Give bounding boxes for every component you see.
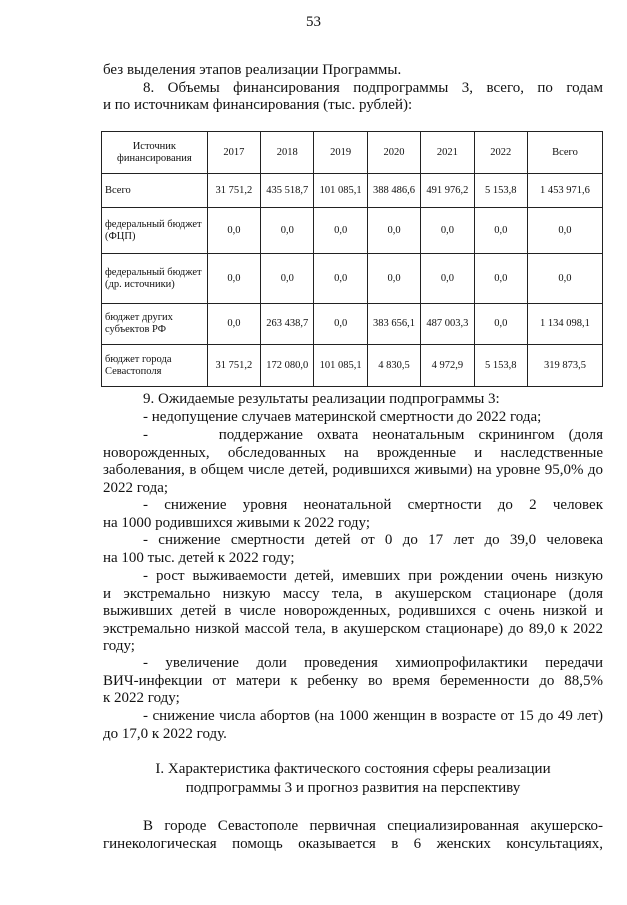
cell-value: 0,0 bbox=[207, 254, 260, 304]
cell-value: 383 656,1 bbox=[367, 304, 420, 345]
financing-table bbox=[101, 131, 603, 387]
cell-value: 319 873,5 bbox=[527, 345, 602, 387]
result-item-6: - увеличение доли проведения химиопрофилактики передачи ВИЧ-инфекции от матери к ребенку во время беременности до 88,5% к 2022 году; bbox=[103, 655, 603, 706]
header-total: Всего bbox=[527, 132, 602, 174]
row-source: федеральный бюджет (ФЦП) bbox=[102, 208, 208, 254]
cell-value: 487 003,3 bbox=[421, 304, 474, 345]
cell-value: 0,0 bbox=[474, 208, 527, 254]
cell-value: 435 518,7 bbox=[261, 174, 314, 208]
cell-value: 4 972,9 bbox=[421, 345, 474, 387]
cell-value: 172 080,0 bbox=[261, 345, 314, 387]
cell-value: 31 751,2 bbox=[207, 345, 260, 387]
result-item-4: - снижение смертности детей от 0 до 17 лет до 39,0 человека на 100 тыс. детей к 2022 году; bbox=[103, 532, 603, 566]
cell-value: 0,0 bbox=[261, 208, 314, 254]
cell-value: 0,0 bbox=[527, 208, 602, 254]
intro-line-2: 8. Объемы финансирования подпрограммы 3, всего, по годам bbox=[143, 80, 603, 96]
cell-value: 31 751,2 bbox=[207, 174, 260, 208]
result-item-5: - рост выживаемости детей, имевших при рождении очень низкую и экстремально низкую массу тела, в акушерском стационаре (доля выживших детей в числе новорожденных, родившихся с очень низкой и экстремально низкой массой тела, в акушерском стационаре) до 89,0 к 2022 году; bbox=[103, 568, 603, 654]
cell-value: 0,0 bbox=[474, 254, 527, 304]
table-row bbox=[102, 254, 603, 304]
table-row bbox=[102, 208, 603, 254]
header-year: 2018 bbox=[261, 132, 314, 174]
row-source: бюджет города Севастополя bbox=[102, 345, 208, 387]
table-row bbox=[102, 345, 603, 387]
cell-value: 4 830,5 bbox=[367, 345, 420, 387]
cell-value: 101 085,1 bbox=[314, 174, 367, 208]
cell-value: 388 486,6 bbox=[367, 174, 420, 208]
section-body: В городе Севастополе первичная специализированная акушерско- гинекологическая помощь оказывается в 6 женских консультациях, bbox=[103, 818, 603, 852]
table-row bbox=[102, 304, 603, 345]
cell-value: 5 153,8 bbox=[474, 174, 527, 208]
result-item-3: - снижение уровня неонатальной смертности до 2 человек на 1000 родившихся живыми к 2022 году; bbox=[103, 497, 603, 531]
cell-value: 5 153,8 bbox=[474, 345, 527, 387]
page-number: 53 bbox=[306, 14, 321, 30]
cell-value: 0,0 bbox=[421, 254, 474, 304]
table-header-row bbox=[102, 132, 603, 174]
cell-value: 263 438,7 bbox=[261, 304, 314, 345]
header-year: 2017 bbox=[207, 132, 260, 174]
cell-value: 0,0 bbox=[314, 254, 367, 304]
row-source: федеральный бюджет (др. источники) bbox=[102, 254, 208, 304]
cell-value: 0,0 bbox=[527, 254, 602, 304]
cell-value: 0,0 bbox=[367, 208, 420, 254]
table-row bbox=[102, 174, 603, 208]
cell-value: 0,0 bbox=[421, 208, 474, 254]
header-year: 2019 bbox=[314, 132, 367, 174]
cell-value: 0,0 bbox=[261, 254, 314, 304]
header-year: 2022 bbox=[474, 132, 527, 174]
cell-value: 0,0 bbox=[474, 304, 527, 345]
header-source: Источник финансирования bbox=[102, 132, 208, 174]
cell-value: 0,0 bbox=[367, 254, 420, 304]
cell-value: 0,0 bbox=[314, 208, 367, 254]
cell-value: 0,0 bbox=[314, 304, 367, 345]
cell-value: 0,0 bbox=[207, 208, 260, 254]
row-source: Всего bbox=[102, 174, 208, 208]
header-year: 2021 bbox=[421, 132, 474, 174]
row-source: бюджет других субъектов РФ bbox=[102, 304, 208, 345]
cell-value: 491 976,2 bbox=[421, 174, 474, 208]
cell-value: 0,0 bbox=[207, 304, 260, 345]
section-heading: I. Характеристика фактического состояния сферы реализации подпрограммы 3 и прогноз развития на перспективу bbox=[155, 761, 551, 796]
result-item-1: - недопущение случаев материнской смертности до 2022 года; bbox=[143, 409, 542, 425]
header-year: 2020 bbox=[367, 132, 420, 174]
intro-line-3: и по источникам финансирования (тыс. рублей): bbox=[103, 97, 413, 113]
result-item-7: - снижение числа абортов (на 1000 женщин в возрасте от 15 до 49 лет) до 17,0 к 2022 году. bbox=[103, 708, 603, 742]
result-item-2: - поддержание охвата неонатальным скринингом (доля новорожденных, обследованных на врожденные и наследственные заболевания, в общем числе детей, родившихся живыми) на уровне 95,0% до 2022 года; bbox=[103, 427, 603, 496]
cell-value: 1 453 971,6 bbox=[527, 174, 602, 208]
intro-line-1: без выделения этапов реализации Программы. bbox=[103, 62, 402, 78]
cell-value: 101 085,1 bbox=[314, 345, 367, 387]
results-title: 9. Ожидаемые результаты реализации подпрограммы 3: bbox=[143, 391, 500, 407]
cell-value: 1 134 098,1 bbox=[527, 304, 602, 345]
